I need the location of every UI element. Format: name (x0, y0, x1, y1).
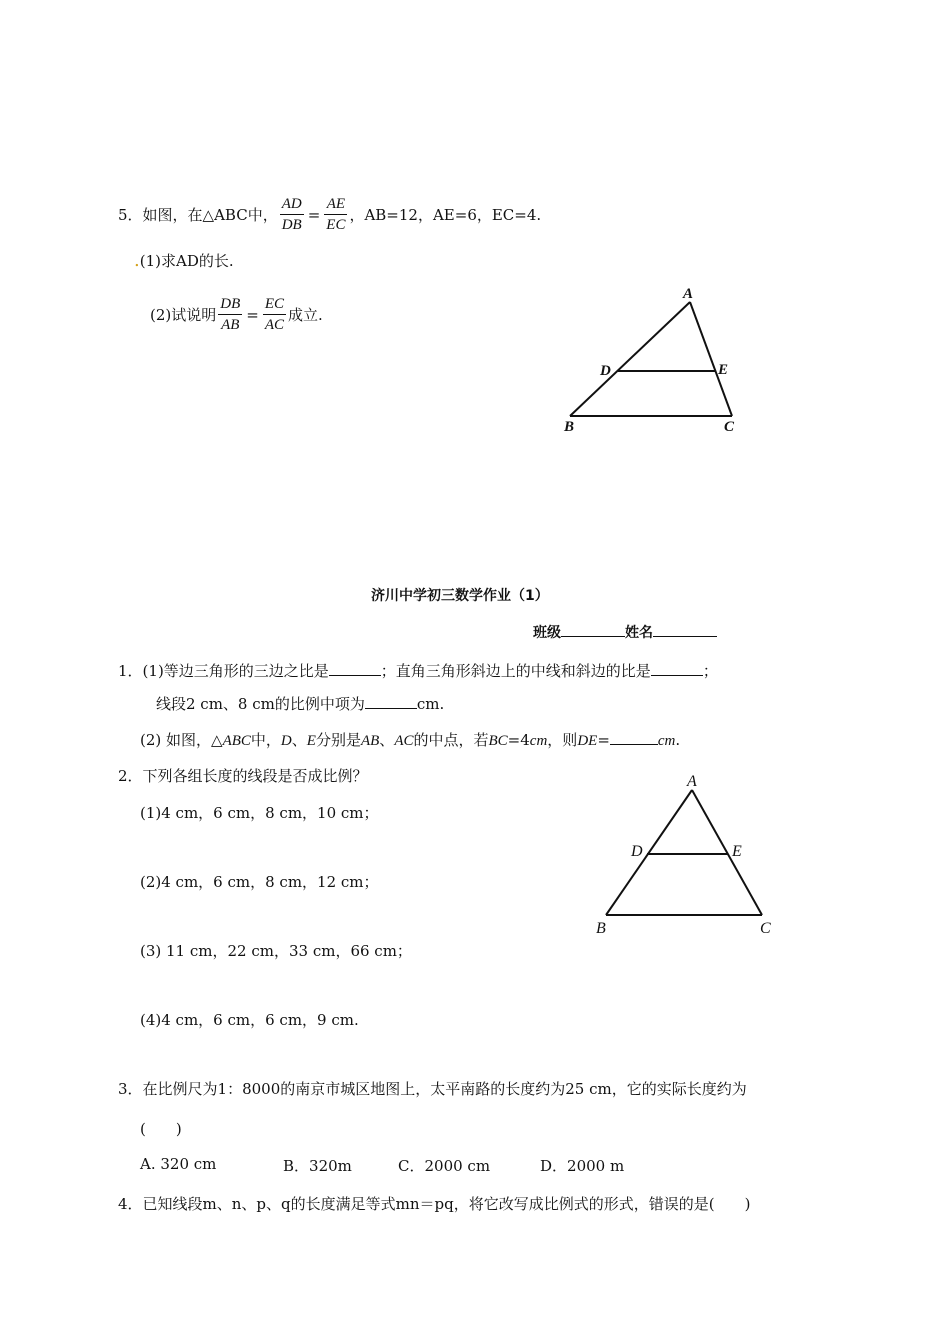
q5-sub1-text: (1)求AD的长. (139, 252, 234, 270)
frac-den: EC (326, 217, 346, 233)
q5-statement (118, 194, 541, 235)
q1-line3 (140, 729, 680, 750)
math-bc: BC (488, 733, 508, 749)
side-ab (606, 790, 692, 915)
math-ab: AB (360, 733, 380, 749)
name-blank (653, 622, 717, 637)
q5-sub1 (134, 250, 234, 271)
frac-den: AC (264, 317, 284, 333)
q3-paren: ( ) (140, 1120, 182, 1138)
label-b: B (564, 419, 575, 435)
q2-title: 2．下列各组长度的线段是否成比例？ (118, 767, 368, 785)
math-cm: cm (529, 733, 548, 749)
homework-title: 济川中学初三数学作业（1） (371, 588, 549, 604)
label-e: E (732, 843, 742, 860)
q5-sub2-prefix: (2)试说明 (150, 306, 217, 324)
q1-line3-text: . (675, 731, 681, 749)
label-c: C (724, 419, 735, 435)
label-a: A (687, 773, 697, 790)
math-de: DE (577, 733, 598, 749)
q1-text-b: ；直角三角形斜边上的中线和斜边的比是 (380, 662, 651, 680)
q3-option-c: C．2000 cm (398, 1157, 491, 1175)
q4-text: 4．已知线段m、n、p、q的长度满足等式mn＝pq，将它改写成比例式的形式，错误的是( ) (118, 1195, 751, 1213)
q1-line2-text: 线段2 cm、8 cm的比例中项为 (156, 695, 365, 713)
equals-sign: = (246, 305, 259, 324)
math-d: D (280, 733, 292, 749)
frac-num: DB (218, 294, 242, 315)
q1-line3-text: 的中点，若 (413, 731, 489, 749)
q2-item-3: (3) 11 cm，22 cm，33 cm，66 cm； (140, 942, 412, 960)
q1-line3-text: (2) 如图，△ (140, 731, 223, 749)
q1-line2-unit: cm. (416, 695, 445, 713)
frac-den: AB (221, 317, 240, 333)
label-c: C (760, 920, 771, 937)
q3-option-d: D．2000 m (540, 1157, 625, 1175)
label-e: E (718, 362, 729, 378)
q1-text-a: 1．(1)等边三角形的三边之比是 (118, 662, 329, 680)
q1-line2 (156, 693, 444, 714)
q1-line3-text: =4 (507, 731, 530, 749)
q1-text-c: ； (702, 662, 718, 680)
q1-line3-text: = (597, 731, 610, 749)
q3-option-b: B．320m (283, 1157, 352, 1175)
label-b: B (596, 920, 606, 937)
class-label: 班级 (533, 625, 561, 641)
fraction-ae-ec (324, 194, 347, 235)
answer-blank (365, 694, 417, 709)
q2-item-2: (2)4 cm，6 cm，8 cm，12 cm； (140, 873, 379, 891)
fraction-db-ab (218, 294, 242, 335)
math-ac: AC (394, 733, 414, 749)
q3-option-a: A. 320 cm (140, 1155, 217, 1173)
label-d: D (631, 843, 643, 860)
frac-den: DB (281, 217, 302, 233)
triangle-figure-1 (555, 285, 755, 435)
math-abc: ABC (222, 733, 251, 749)
q5-sub2-suffix: 成立. (288, 306, 323, 324)
name-label: 姓名 (625, 625, 653, 641)
mark-dot: . (134, 250, 140, 271)
q1-line3-text: 、 (291, 731, 307, 749)
fraction-ec-ac (263, 294, 286, 335)
math-e: E (306, 733, 316, 749)
fraction-ad-db (280, 194, 304, 235)
label-d: D (600, 363, 611, 379)
q1-line3-text: 分别是 (315, 731, 361, 749)
q1-line3-text: 、 (379, 731, 395, 749)
q1-line3-text: 中， (250, 731, 281, 749)
side-ac (692, 790, 762, 915)
frac-num: AE (324, 194, 347, 215)
frac-num: EC (263, 294, 286, 315)
side-ac (690, 302, 732, 416)
q2-item-4: (4)4 cm，6 cm，6 cm，9 cm. (140, 1011, 359, 1029)
q1-line1 (118, 660, 718, 681)
math-cm: cm (657, 733, 676, 749)
frac-num: AD (280, 194, 304, 215)
q3-text: 3．在比例尺为1：8000的南京市城区地图上，太平南路的长度约为25 cm，它的实际长度约为 (118, 1080, 747, 1098)
q5-sub2 (150, 294, 323, 335)
q1-line3-text: ，则 (547, 731, 578, 749)
q5-suffix: ，AB=12，AE=6，EC=4. (349, 206, 542, 224)
answer-blank (610, 730, 658, 745)
triangle-figure-2 (585, 770, 785, 940)
class-name-line (533, 622, 717, 642)
q5-prefix: 5．如图，在△ABC中， (118, 206, 278, 224)
side-ab (570, 302, 690, 416)
q2-item-1: (1)4 cm，6 cm，8 cm，10 cm； (140, 804, 379, 822)
answer-blank (329, 661, 381, 676)
class-blank (561, 622, 625, 637)
equals-sign: = (307, 205, 321, 224)
label-a: A (683, 286, 694, 302)
answer-blank (651, 661, 703, 676)
